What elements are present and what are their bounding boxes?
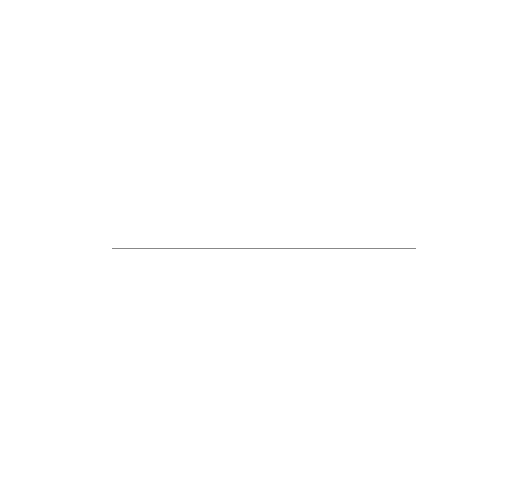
- section-divider: [112, 248, 416, 249]
- toc-bottom-block: [0, 250, 520, 500]
